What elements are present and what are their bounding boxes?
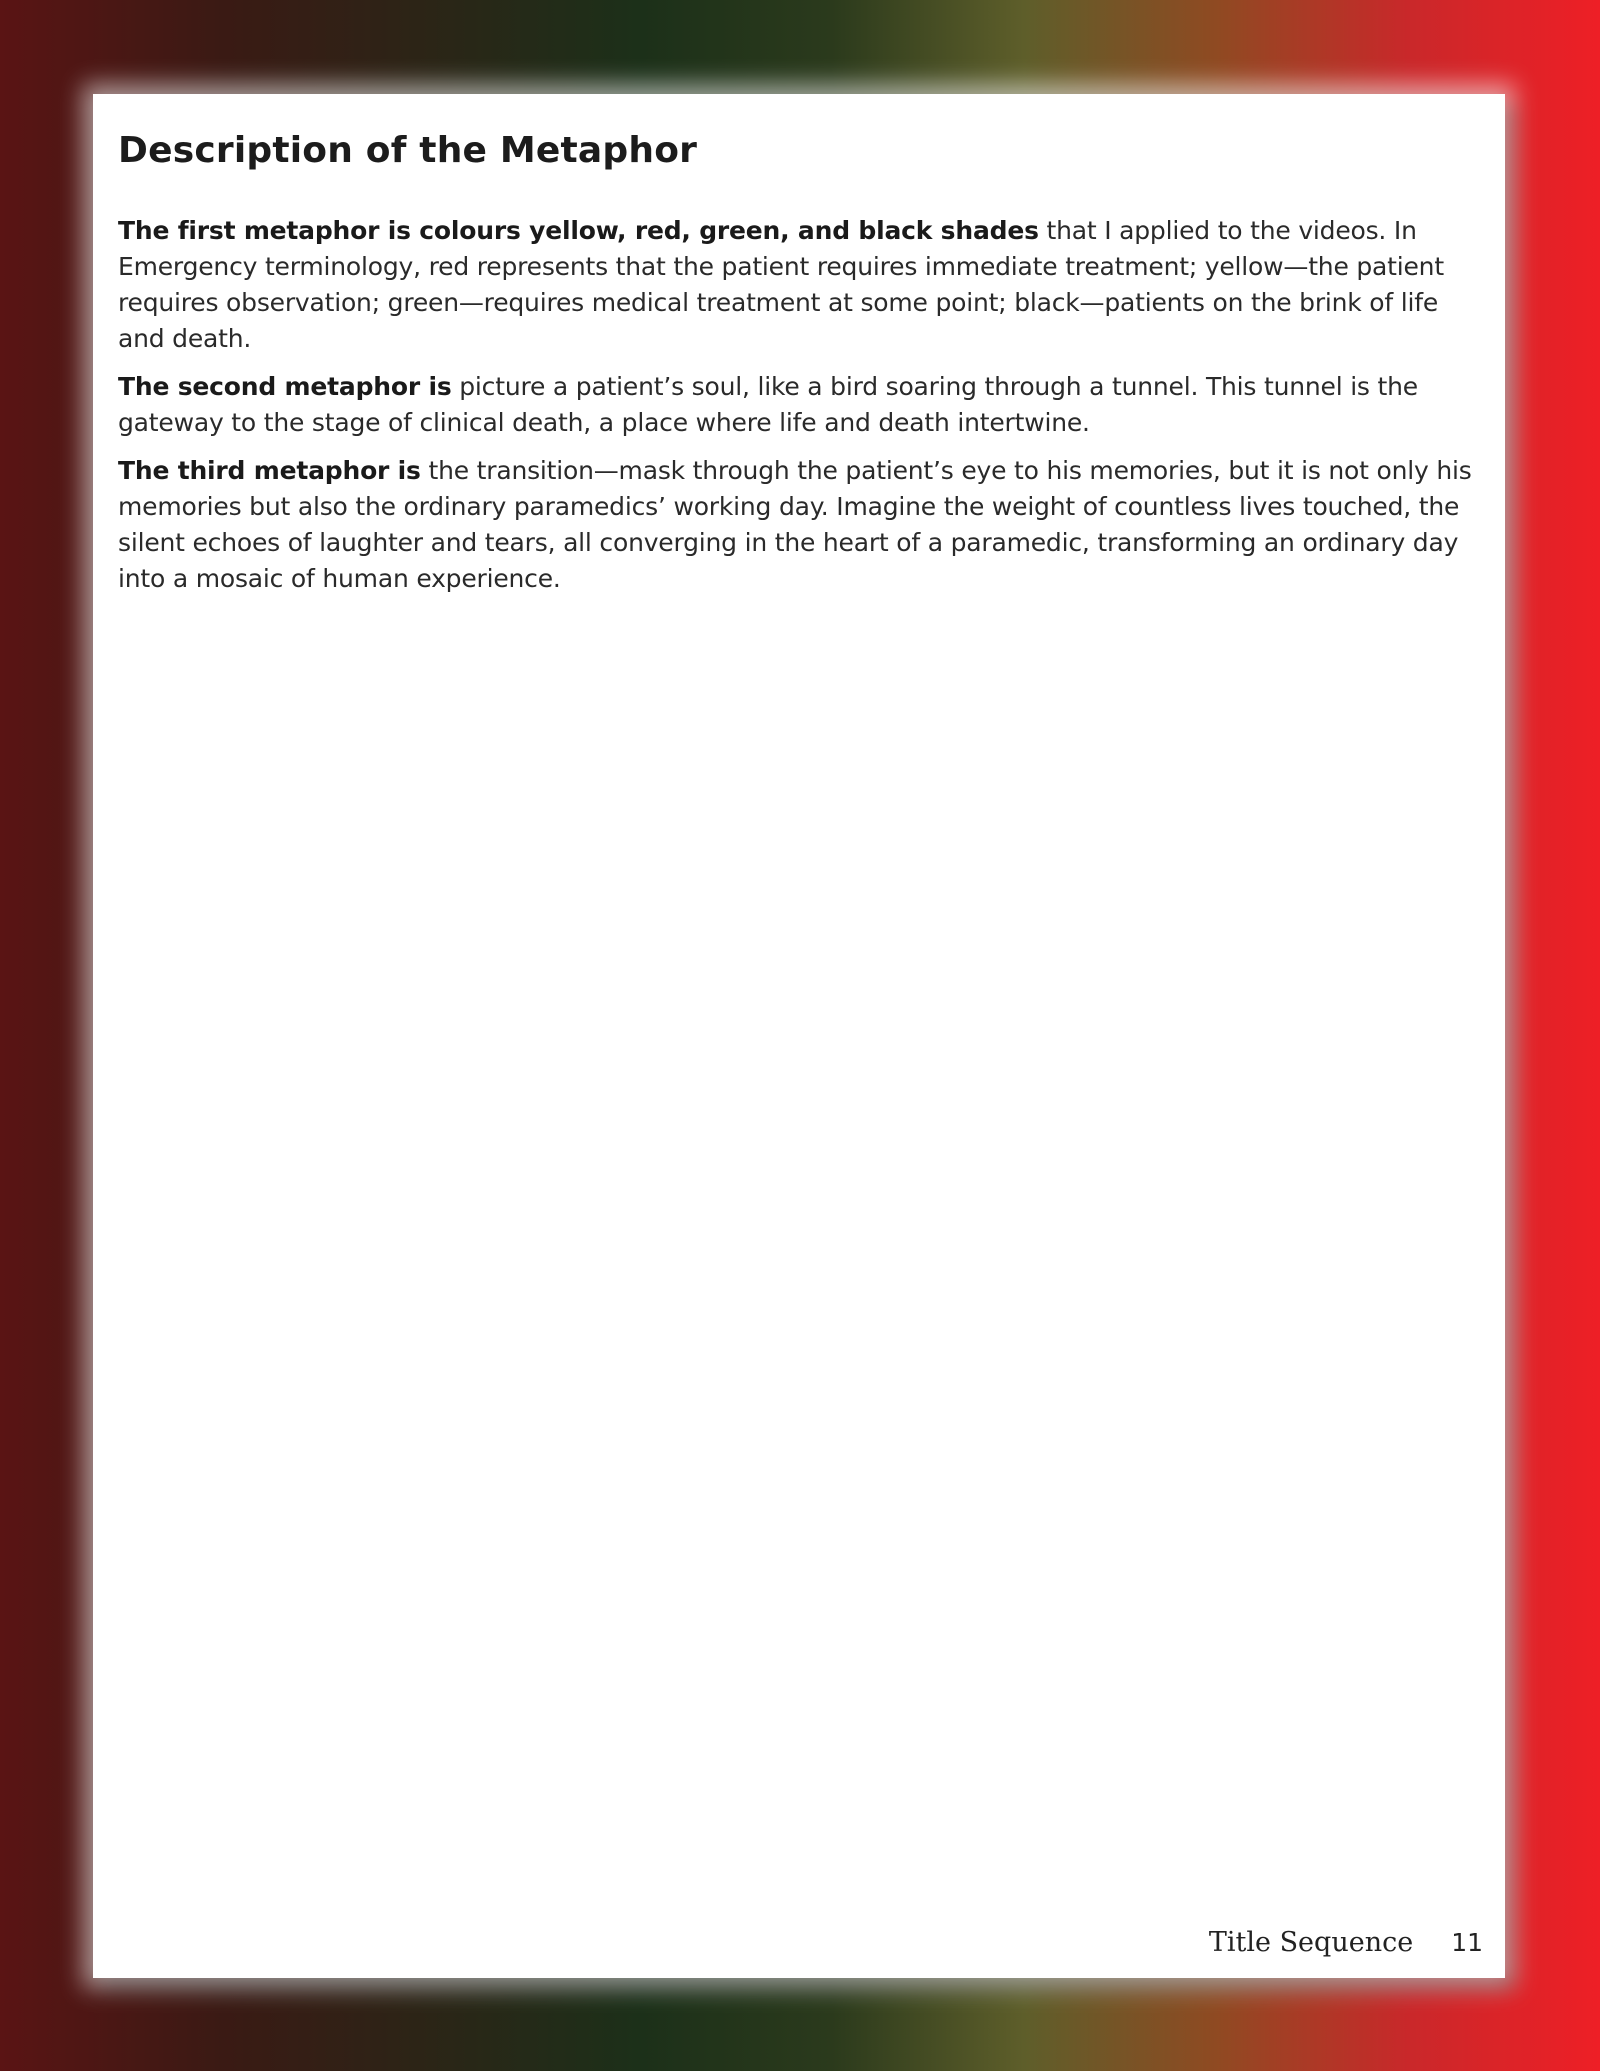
- paragraph-second-metaphor: [118, 369, 1488, 441]
- paragraph-third-metaphor: [118, 453, 1488, 597]
- paragraph-lead: The first metaphor is colours yellow, red, green, and black shades: [118, 216, 1039, 245]
- paragraph-lead: The third metaphor is: [118, 456, 421, 485]
- page-content: [118, 130, 1488, 609]
- page-number: 11: [1451, 1928, 1483, 1957]
- paragraph-first-metaphor: [118, 213, 1488, 357]
- page-heading: Description of the Metaphor: [118, 130, 698, 171]
- paragraph-lead: The second metaphor is: [118, 372, 452, 401]
- document-page: [93, 94, 1505, 1978]
- paragraph-body: the transition—mask through the patient’s eye to his memories, but it is not only his memories but also the ordinary paramedics’ working day. Imagine the weight of countless lives touched, the silent echoes of laughter and tears, all converging in the heart of a paramedic, transforming an ordinary day into a mosaic of human experience.: [118, 456, 1472, 593]
- paragraph-body: that I applied to the videos. In Emergency terminology, red represents that the patient requires immediate treatment; yellow—the patient requires observation; green—requires medical treatment at some point; black—patients on the brink of life and death.: [118, 216, 1444, 353]
- page-footer: [1209, 1927, 1483, 1958]
- paragraph-body: picture a patient’s soul, like a bird soaring through a tunnel. This tunnel is the gateway to the stage of clinical death, a place where life and death intertwine.: [118, 372, 1418, 437]
- footer-section-title: Title Sequence: [1208, 1927, 1414, 1958]
